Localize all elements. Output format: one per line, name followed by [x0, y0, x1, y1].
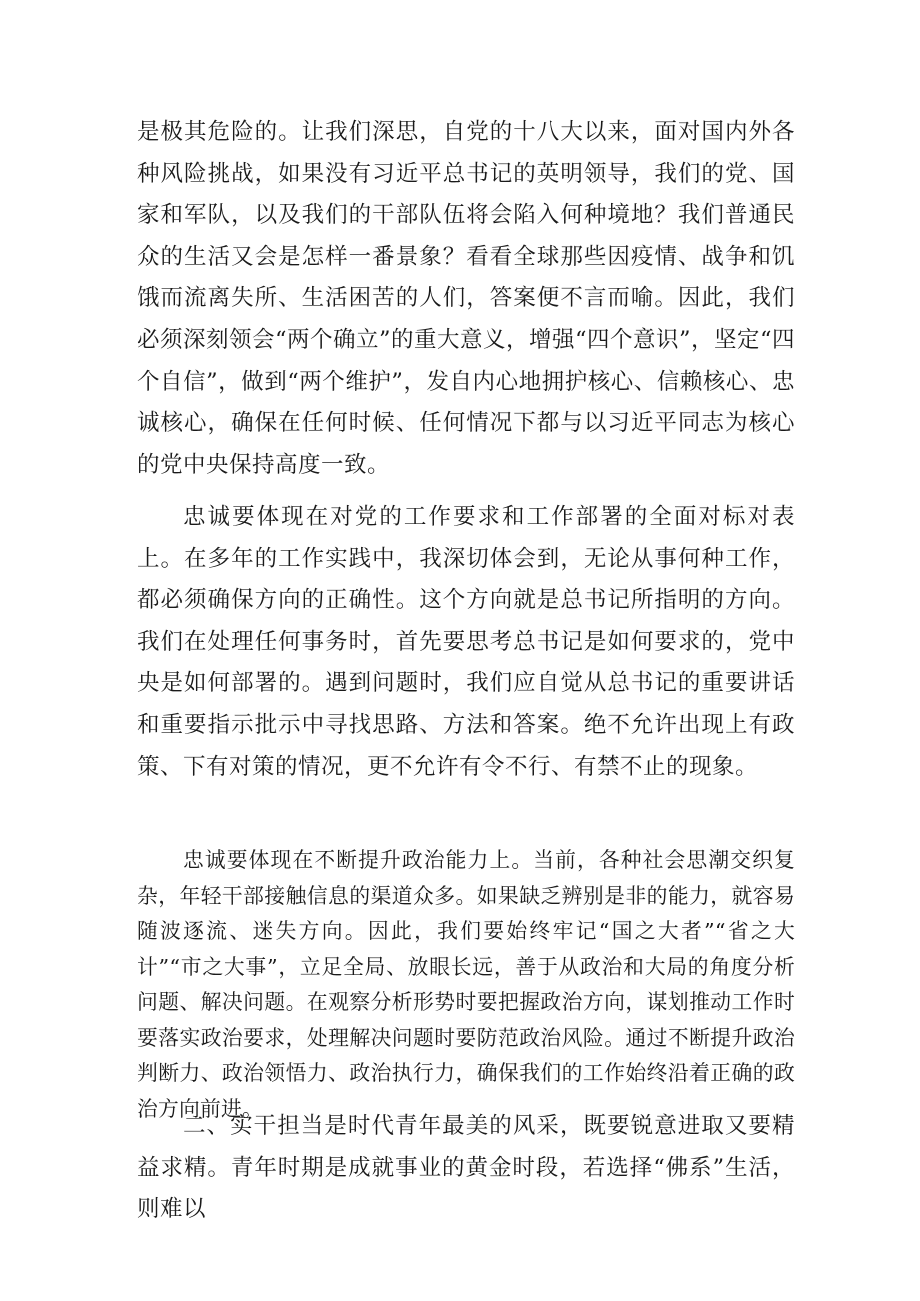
paragraph-2: 忠诚要体现在对党的工作要求和工作部署的全面对标对表上。在多年的工作实践中，我深切体会到，无论从事何种工作，都必须确保方向的正确性。这个方向就是总书记所指明的方向。我们在处理任何事务时，首先要思考总书记是如何要求的，党中央是如何部署的。遇到问题时，我们应自觉从总书记的重要讲话和重要指示批示中寻找思路、方法和答案。绝不允许出现上有政策、下有对策的情况，更不允许有令不行、有禁不止的现象。: [137, 504, 795, 780]
paragraph-1: 是极其危险的。让我们深思，自党的十八大以来，面对国内外各种风险挑战，如果没有习近平总书记的英明领导，我们的党、国家和军队，以及我们的干部队伍将会陷入何种境地？我们普通民众的生活又会是怎样一番景象？看看全球那些因疫情、战争和饥饿而流离失所、生活困苦的人们，答案便不言而喻。因此，我们必须深刻领会“两个确立”的重大意义，增强“四个意识”，坚定“四个自信”，做到“两个维护”，发自内心地拥护核心、信赖核心、忠诚核心，确保在任何时候、任何情况下都与以习近平同志为核心的党中央保持高度一致。: [137, 119, 796, 478]
paragraph-4: 二、实干担当是时代青年最美的风采，既要锐意进取又要精益求精。青年时期是成就事业的黄金时段，若选择“佛系”生活，则难以: [137, 1113, 795, 1223]
paragraph-3: 忠诚要体现在不断提升政治能力上。当前，各种社会思潮交织复杂，年轻干部接触信息的渠道众多。如果缺乏辨别是非的能力，就容易随波逐流、迷失方向。因此，我们要始终牢记“国之大者”“省之大计”“市之大事”，立足全局、放眼长远，善于从政治和大局的角度分析问题、解决问题。在观察分析形势时要把握政治方向，谋划推动工作时要落实政治要求，处理解决问题时要防范政治风险。通过不断提升政治判断力、政治领悟力、政治执行力，确保我们的工作始终沿着正确的政治方向前进。: [137, 848, 795, 1121]
